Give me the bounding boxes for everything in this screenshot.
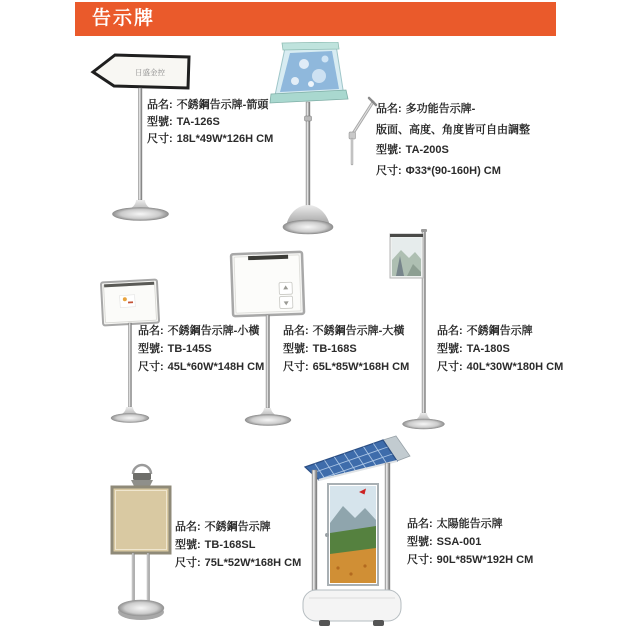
- product-info-ta-180s: [437, 322, 563, 376]
- field-label: 品名:: [407, 518, 433, 530]
- field-value: TB-168S: [312, 343, 357, 355]
- product-model-line: [407, 533, 533, 551]
- field-value: 太陽能告示牌: [436, 518, 503, 530]
- field-label: 型號:: [175, 539, 201, 551]
- stand-base: [283, 220, 333, 234]
- solar-panel-icon: [305, 440, 397, 485]
- product-model-line: [437, 340, 563, 358]
- product-info-ssa-001: [407, 515, 533, 569]
- sign-board-small: [101, 280, 159, 326]
- lamp-icon: [131, 465, 153, 486]
- height-adjust-knob: [305, 116, 312, 121]
- field-value: TA-180S: [466, 343, 510, 355]
- field-label: 品名:: [175, 521, 201, 533]
- field-value: TA-126S: [176, 116, 220, 128]
- product-name-line2: [376, 120, 530, 141]
- sign-board-large: [231, 252, 304, 316]
- field-label: 品名:: [147, 99, 173, 111]
- field-value: 90L*85W*192H CM: [436, 554, 534, 566]
- arrow-sign-icon: [93, 55, 189, 88]
- door-lock: [325, 533, 329, 537]
- field-value: 不銹鋼告示牌-大橫: [312, 325, 405, 337]
- product-name-line: [147, 97, 273, 114]
- product-model-line: [376, 140, 530, 161]
- field-value: SSA-001: [436, 536, 482, 548]
- product-size-line: [407, 551, 533, 569]
- field-value: 不銹鋼告示牌: [204, 521, 271, 533]
- stand-pole-left: [132, 553, 135, 605]
- frame-post-left: [312, 470, 317, 590]
- tilt-mechanism-inset: [349, 98, 376, 164]
- field-label: 型號:: [283, 343, 309, 355]
- field-value: TB-168SL: [204, 539, 256, 551]
- product-name-line: [437, 322, 563, 340]
- field-value: 不銹鋼告示牌: [466, 325, 533, 337]
- field-label: 尺寸:: [376, 164, 402, 177]
- product-info-tb-168sl: [175, 518, 301, 572]
- field-label: 品名:: [376, 103, 402, 115]
- field-value: 不銹鋼告示牌-小橫: [167, 325, 260, 337]
- field-value: 40L*30W*180H CM: [466, 361, 564, 373]
- field-label: 尺寸:: [147, 133, 173, 145]
- product-info-ta-126s: [147, 97, 273, 148]
- display-panel-landscape: [325, 484, 378, 585]
- field-label: 型號:: [147, 116, 173, 128]
- field-label: 品名:: [283, 325, 309, 337]
- product-model-line: [175, 536, 301, 554]
- product-model-line: [147, 114, 273, 131]
- stand-pole-right: [147, 553, 150, 605]
- solar-sign-base: [303, 590, 401, 626]
- stand-base: [113, 208, 169, 221]
- frame-post-right: [385, 463, 390, 590]
- field-value: TB-145S: [167, 343, 212, 355]
- product-name-line: [407, 515, 533, 533]
- field-label: 尺寸:: [175, 557, 201, 569]
- product-size-line: [147, 131, 273, 148]
- page-title: 告示牌: [92, 8, 156, 29]
- field-label: 品名:: [138, 325, 164, 337]
- stand-pole: [129, 323, 132, 407]
- field-value: 18L*49W*126H CM: [176, 133, 274, 145]
- field-value: 65L*85W*168H CM: [312, 361, 410, 373]
- stand-pole: [139, 88, 143, 200]
- field-label: 尺寸:: [138, 361, 164, 373]
- stand-base: [245, 415, 291, 426]
- stand-base: [118, 600, 164, 616]
- product-info-ta-200s: [376, 99, 530, 181]
- figure-solar-sign: [293, 428, 413, 638]
- field-label: 尺寸:: [437, 361, 463, 373]
- product-size-line: [376, 161, 530, 182]
- field-label: 型號:: [437, 343, 463, 355]
- field-value: 不銹鋼告示牌-箭頭: [176, 99, 269, 111]
- field-value: 多功能告示牌-: [405, 103, 476, 115]
- tilted-display-panel: [270, 42, 348, 103]
- page-header: [75, 2, 556, 36]
- field-value: TA-200S: [405, 144, 449, 156]
- arrow-sign-text: 日盛金控: [135, 68, 165, 77]
- field-label: 型號:: [376, 144, 402, 156]
- stand-pole: [266, 315, 270, 408]
- product-size-line: [175, 554, 301, 572]
- product-name-line: [376, 99, 530, 120]
- field-label: 型號:: [138, 343, 164, 355]
- product-name-line: [175, 518, 301, 536]
- figure-multifunction-stand: [256, 42, 381, 240]
- field-value: Φ33*(90-160H) CM: [405, 164, 501, 177]
- product-size-line: [437, 358, 563, 376]
- sign-board-beige: [112, 487, 170, 553]
- field-value: 45L*60W*148H CM: [167, 361, 265, 373]
- field-value: 75L*52W*168H CM: [204, 557, 302, 569]
- stand-base: [111, 414, 149, 423]
- field-label: 型號:: [407, 536, 433, 548]
- pole-cap: [421, 229, 427, 232]
- sign-board-vertical: [390, 234, 423, 278]
- field-label: 尺寸:: [283, 361, 309, 373]
- field-label: 品名:: [437, 325, 463, 337]
- field-value: 版面、高度、角度皆可自由調整: [376, 123, 530, 136]
- field-label: 尺寸:: [407, 554, 433, 566]
